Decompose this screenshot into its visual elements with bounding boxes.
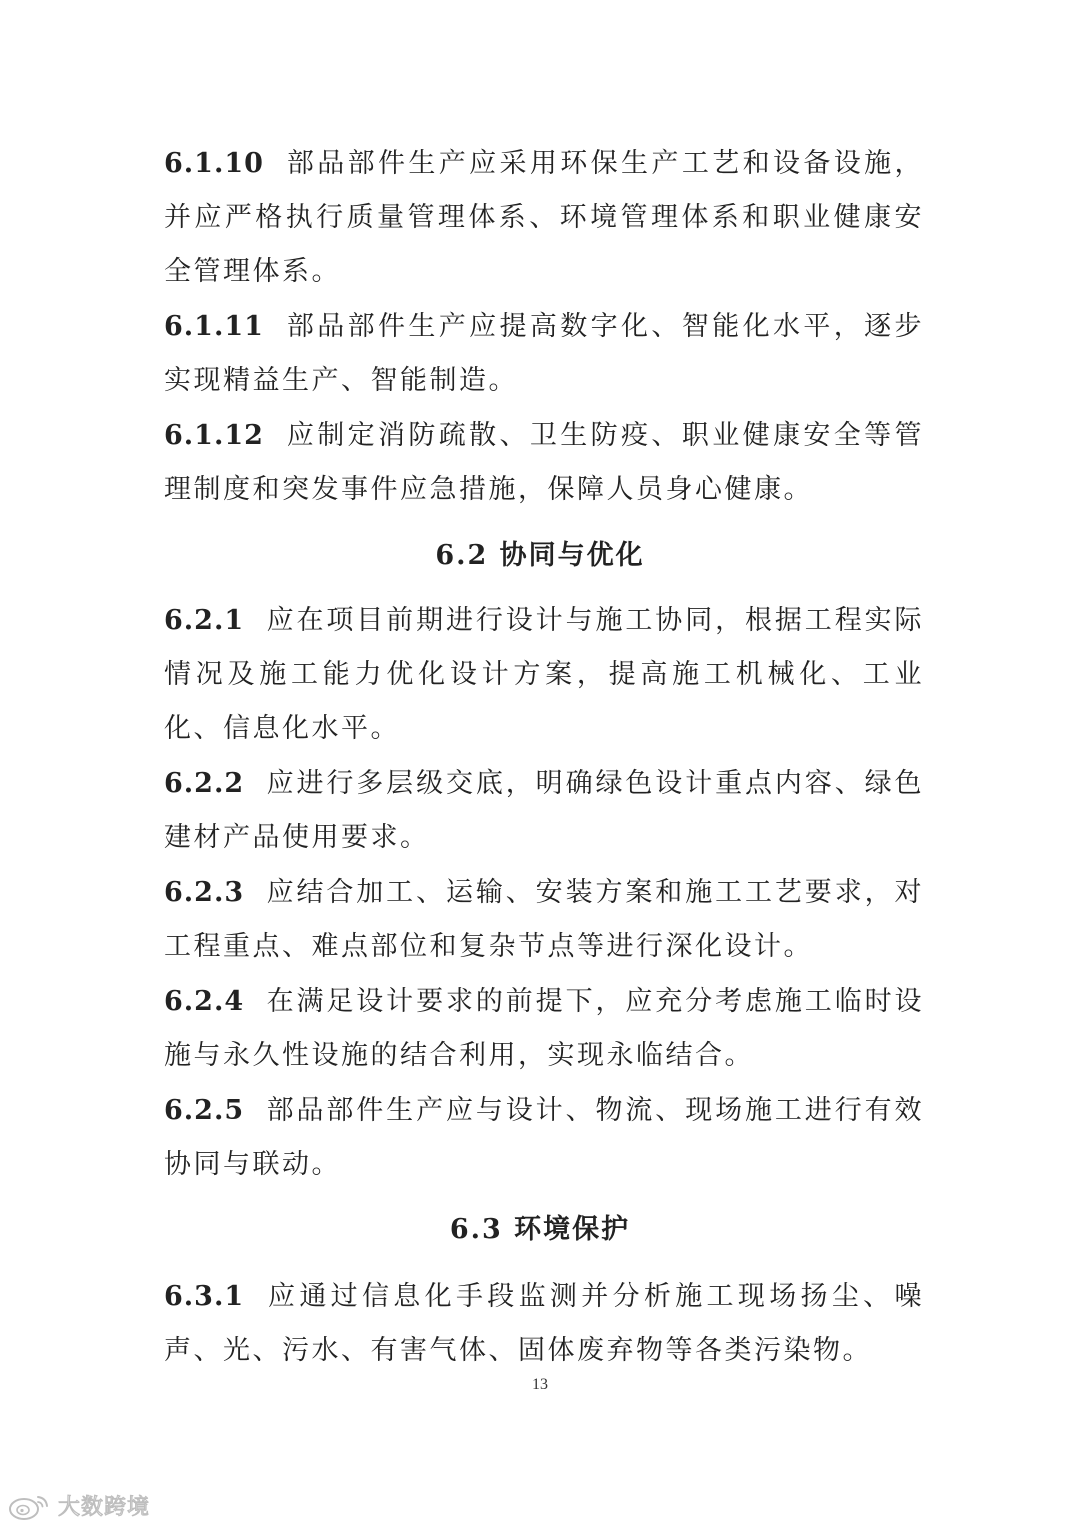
clause-6-2-4 bbox=[164, 975, 924, 1083]
clause-6-2-2 bbox=[164, 757, 924, 865]
page-number: 13 bbox=[532, 1376, 548, 1393]
clause-text: 应在项目前期进行设计与施工协同，根据工程实际情况及施工能力优化设计方案，提高施工机械化、工业化、信息化水平。 bbox=[164, 605, 924, 744]
section-heading-6-2: 6.2 协同与优化 bbox=[435, 540, 645, 571]
clause-text: 应制定消防疏散、卫生防疫、职业健康安全等管理制度和突发事件应急措施，保障人员身心健康。 bbox=[164, 420, 924, 505]
weibo-logo-icon bbox=[8, 1491, 52, 1521]
clause-number: 6.2.5 bbox=[164, 1095, 245, 1126]
clause-number: 6.1.12 bbox=[164, 420, 264, 451]
clause-6-3-1 bbox=[164, 1270, 924, 1378]
clause-6-2-1 bbox=[164, 594, 924, 756]
clause-number: 6.1.11 bbox=[164, 311, 264, 342]
clause-number: 6.2.4 bbox=[164, 986, 245, 1017]
watermark-text: 大数跨境 bbox=[58, 1495, 151, 1520]
clause-text: 部品部件生产应与设计、物流、现场施工进行有效协同与联动。 bbox=[164, 1095, 924, 1180]
watermark bbox=[8, 1490, 150, 1521]
clause-number: 6.2.3 bbox=[164, 877, 245, 908]
clause-text: 应通过信息化手段监测并分析施工现场扬尘、噪声、光、污水、有害气体、固体废弃物等各类污染物。 bbox=[164, 1281, 924, 1366]
clause-text: 部品部件生产应采用环保生产工艺和设备设施，并应严格执行质量管理体系、环境管理体系和职业健康安全管理体系。 bbox=[164, 148, 924, 287]
clause-text: 在满足设计要求的前提下，应充分考虑施工临时设施与永久性设施的结合利用，实现永临结合。 bbox=[164, 986, 924, 1071]
clause-6-1-12 bbox=[164, 409, 924, 517]
clause-text: 应进行多层级交底，明确绿色设计重点内容、绿色建材产品使用要求。 bbox=[164, 768, 924, 853]
clause-6-1-10 bbox=[164, 137, 924, 299]
clause-6-2-5 bbox=[164, 1084, 924, 1192]
clause-text: 部品部件生产应提高数字化、智能化水平，逐步实现精益生产、智能制造。 bbox=[164, 311, 924, 396]
section-heading-6-3: 6.3 环境保护 bbox=[449, 1214, 631, 1245]
clause-6-1-11 bbox=[164, 300, 924, 408]
clause-number: 6.3.1 bbox=[164, 1281, 245, 1312]
clause-number: 6.2.2 bbox=[164, 768, 245, 799]
clause-number: 6.2.1 bbox=[164, 605, 245, 636]
clause-number: 6.1.10 bbox=[164, 148, 264, 179]
clause-6-2-3 bbox=[164, 866, 924, 974]
clause-text: 应结合加工、运输、安装方案和施工工艺要求，对工程重点、难点部位和复杂节点等进行深化设计。 bbox=[164, 877, 924, 962]
